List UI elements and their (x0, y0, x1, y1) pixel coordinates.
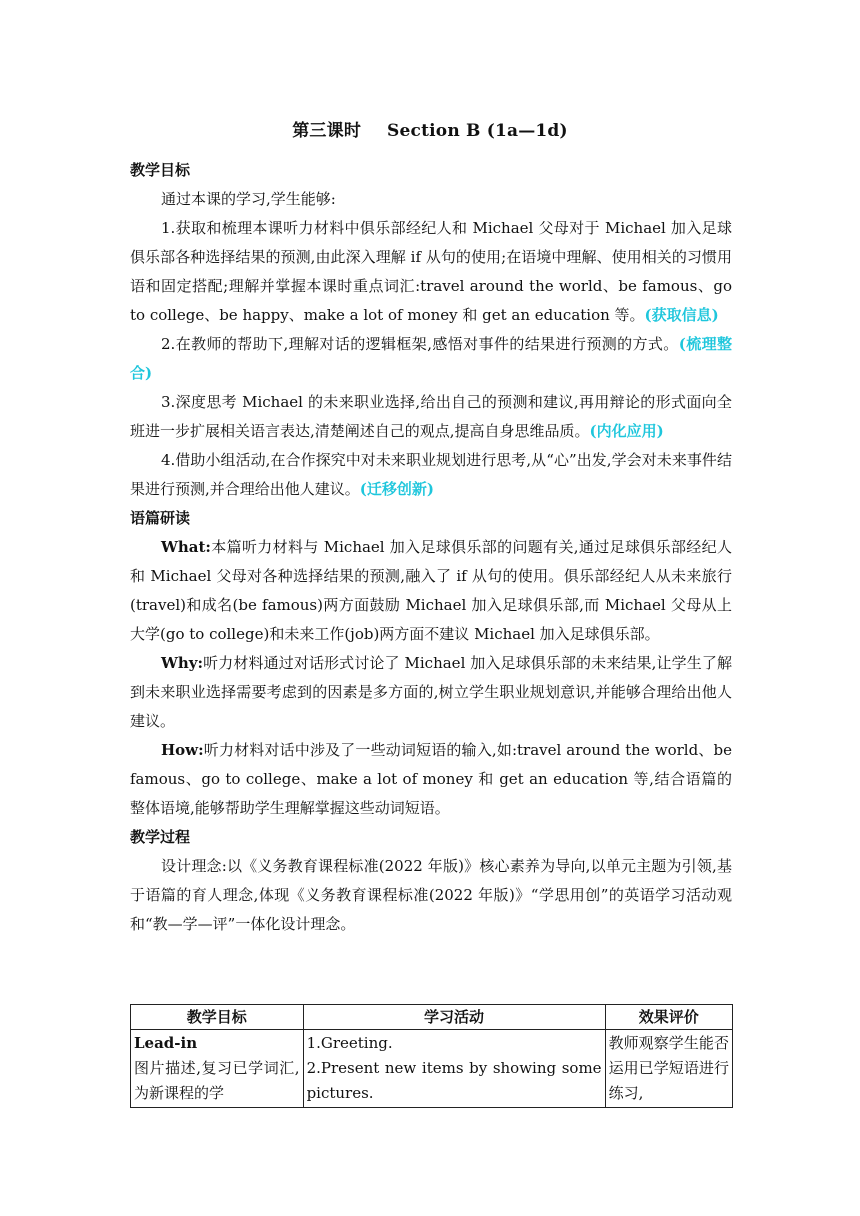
goal-title: Lead-in (134, 1034, 198, 1052)
what-paragraph (130, 533, 732, 649)
why-paragraph (130, 649, 732, 736)
process-heading: 教学过程 (130, 828, 191, 846)
objectives-intro: 通过本课的学习,学生能够: (161, 190, 336, 208)
objective-tag: (内化应用) (589, 422, 664, 440)
lesson-plan-table (130, 1004, 733, 1108)
activity-item: 2.Present new items by showing some pictures. (306, 1059, 602, 1102)
evaluation-cell: 教师观察学生能否运用已学短语进行练习, (605, 1030, 732, 1108)
table-header-row (131, 1005, 733, 1030)
activity-cell (303, 1030, 605, 1108)
objective-text: 3.深度思考 Michael 的未来职业选择,给出自己的预测和建议,再用辩论的形式面向全班进一步扩展相关语言表达,清楚阐述自己的观点,提高自身思维品质。 (130, 393, 732, 440)
objective-tag: (获取信息) (644, 306, 719, 324)
table-row (131, 1030, 733, 1108)
objective-text: 2.在教师的帮助下,理解对话的逻辑框架,感悟对事件的结果进行预测的方式。 (161, 335, 679, 353)
section-label: Section B (1a—1d) (387, 121, 568, 141)
header-goals: 教学目标 (131, 1005, 304, 1030)
objective-tag: (迁移创新) (359, 480, 434, 498)
objective-item-1 (130, 214, 732, 330)
lesson-label: 第三课时 (292, 121, 362, 141)
why-text: 听力材料通过对话形式讨论了 Michael 加入足球俱乐部的未来结果,让学生了解到未来职业选择需要考虑到的因素是多方面的,树立学生职业规划意识,并能够合理给出他人建议。 (130, 654, 732, 730)
objective-text: 1.获取和梳理本课听力材料中俱乐部经纪人和 Michael 父母对于 Michael 加入足球俱乐部各种选择结果的预测,由此深入理解 if 从句的使用;在语境中理解、使用相关的习惯用语和固定搭配;理解并掌握本课时重点词汇:travel around the world、be famous、go to college、be happy、make a lot of money 和 get an education 等。 (130, 219, 732, 324)
objectives-heading: 教学目标 (130, 161, 191, 179)
how-paragraph (130, 736, 732, 823)
activity-item: 1.Greeting. (306, 1034, 393, 1052)
goal-text: 图片描述,复习已学词汇,为新课程的学 (134, 1059, 300, 1102)
objective-item-2 (130, 330, 732, 388)
what-text: 本篇听力材料与 Michael 加入足球俱乐部的问题有关,通过足球俱乐部经纪人和 Michael 父母对各种选择结果的预测,融入了 if 从句的使用。俱乐部经纪人从未来旅行(travel)和成名(be famous)两方面鼓励 Michael 加入足球俱乐部,而 Michael 父母从上大学(go to college)和未来工作(job)两方面不建议 Michael 加入足球俱乐部。 (130, 538, 732, 643)
page-title (0, 116, 860, 141)
text-study-heading: 语篇研读 (130, 509, 191, 527)
goal-cell (131, 1030, 304, 1108)
design-paragraph: 设计理念:以《义务教育课程标准(2022 年版)》核心素养为导向,以单元主题为引领,基于语篇的育人理念,体现《义务教育课程标准(2022 年版)》“学思用创”的英语学习活动观和“教—学—评”一体化设计理念。 (130, 857, 732, 933)
content-body (130, 156, 732, 939)
how-text: 听力材料对话中涉及了一些动词短语的输入,如:travel around the world、be famous、go to college、make a lot of money 和 get an education 等,结合语篇的整体语境,能够帮助学生理解掌握这些动词短语。 (130, 741, 732, 817)
header-activities: 学习活动 (303, 1005, 605, 1030)
objective-item-3 (130, 388, 732, 446)
objective-tag: (梳理整合) (130, 335, 732, 382)
objective-text: 4.借助小组活动,在合作探究中对未来职业规划进行思考,从“心”出发,学会对未来事件结果进行预测,并合理给出他人建议。 (130, 451, 732, 498)
what-label: What: (161, 538, 211, 556)
why-label: Why: (161, 654, 204, 672)
header-evaluation: 效果评价 (605, 1005, 732, 1030)
objective-item-4 (130, 446, 732, 504)
how-label: How: (161, 741, 204, 759)
